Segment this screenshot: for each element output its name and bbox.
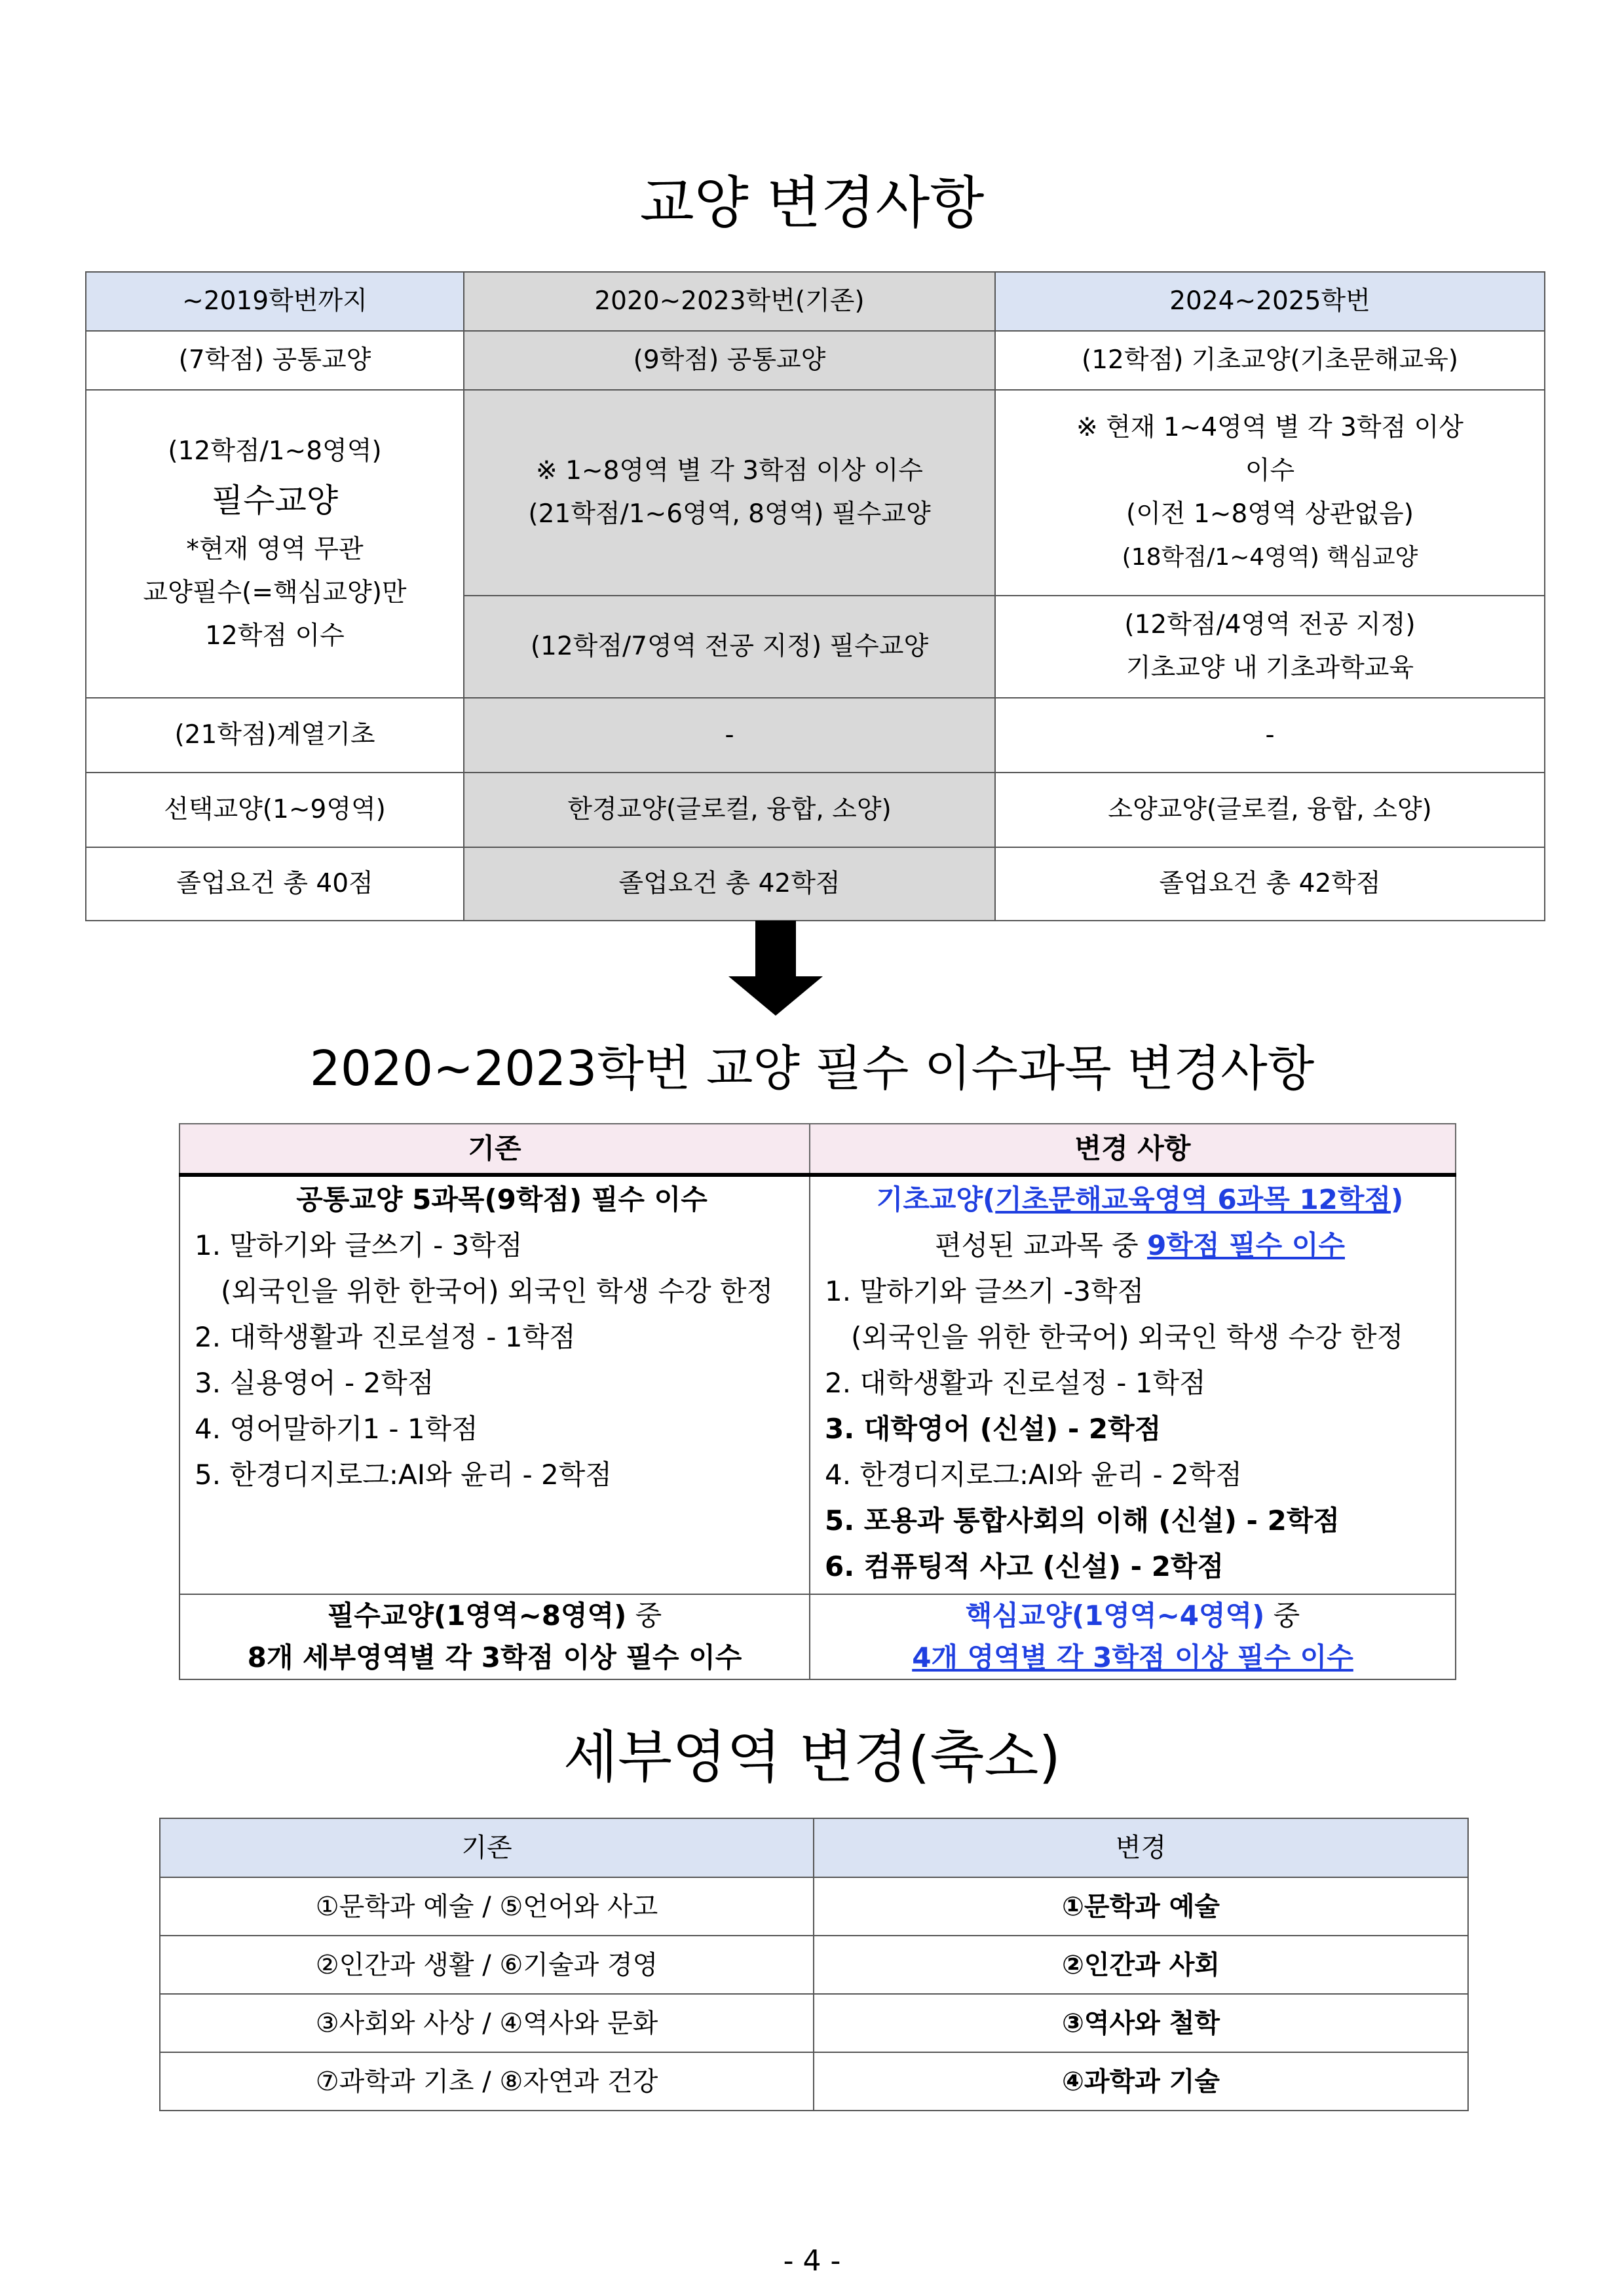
area-changed-2: ②인간과 사회 [814, 1936, 1468, 1994]
header-previous: 기존 [179, 1124, 810, 1175]
common-credits-2019: (7학점) 공통교양 [86, 331, 464, 390]
header-until-2019: ~2019학번까지 [86, 272, 464, 331]
changed-basic-courses: 기초교양(기초문해교육영역 6과목 12학점) 편성된 교과목 중 9학점 필수 이수 1. 말하기와 글쓰기 -3학점 (외국인을 위한 한국어) 외국인 학생 수강 한정 2. 대학생활과 진로설정 - 1학점 3. 대학영어 (신설) - 2학점 4. 한경디지로그:AI와 윤리 - 2학점 5. 포용과 통합사회의 이해 (신설) - 2학점 6. 컴퓨팅적 사고 (신설) - 2학점 [810, 1175, 1456, 1594]
area-changed-3: ③역사와 철학 [814, 1994, 1468, 2052]
basic-science-2024: (12학점/4영역 전공 지정) 기초교양 내 기초과학교육 [995, 596, 1545, 698]
section-title-area-reduction: 세부영역 변경(축소) [563, 1725, 1061, 1790]
down-arrow-head-icon [728, 976, 823, 1016]
header-2024-2025: 2024~2025학번 [995, 272, 1545, 331]
previous-common-courses: 공통교양 5과목(9학점) 필수 이수 1. 말하기와 글쓰기 - 3학점 (외국인을 위한 한국어) 외국인 학생 수강 한정 2. 대학생활과 진로설정 - 1학점 3. 실용영어 - 2학점 4. 영어말하기1 - 1학점 5. 한경디지로그:AI와 윤리 - 2학점 [179, 1175, 810, 1594]
header-changes: 변경 사항 [810, 1124, 1456, 1175]
basic-series-2019: (21학점)계열기초 [86, 698, 464, 773]
basic-series-2024: - [995, 698, 1545, 773]
common-credits-2020: (9학점) 공통교양 [464, 331, 995, 390]
area-changed-1: ①문학과 예술 [814, 1877, 1468, 1936]
basic-credits-2024: (12학점) 기초교양(기초문해교육) [995, 331, 1545, 390]
page-number: - 4 - [783, 2244, 841, 2278]
graduation-2019: 졸업요건 총 40점 [86, 847, 464, 921]
section-title-required-changes: 2020~2023학번 교양 필수 이수과목 변경사항 [309, 1041, 1315, 1097]
area-previous-2: ②인간과 생활 / ⑥기술과 경영 [160, 1936, 814, 1994]
curriculum-comparison-table [85, 271, 1545, 921]
major-required-2020: (12학점/7영역 전공 지정) 필수교양 [464, 596, 995, 698]
core-block-2024: ※ 현재 1~4영역 별 각 3학점 이상 이수 (이전 1~8영역 상관없음) (18학점/1~4영역) 핵심교양 [995, 390, 1545, 596]
previous-required-areas: 필수교양(1영역~8영역) 중 8개 세부영역별 각 3학점 이상 필수 이수 [179, 1594, 810, 1679]
elective-2020: 한경교양(글로컬, 융합, 소양) [464, 773, 995, 847]
header-2020-2023: 2020~2023학번(기존) [464, 272, 995, 331]
area-previous-1: ①문학과 예술 / ⑤언어와 사고 [160, 1877, 814, 1936]
down-arrow-icon [755, 921, 796, 978]
page-title: 교양 변경사항 [639, 170, 985, 236]
area-previous-3: ③사회와 사상 / ④역사와 문화 [160, 1994, 814, 2052]
required-courses-table [179, 1123, 1456, 1680]
header-area-previous: 기존 [160, 1818, 814, 1877]
basic-series-2020: - [464, 698, 995, 773]
graduation-2020: 졸업요건 총 42학점 [464, 847, 995, 921]
changed-core-areas: 핵심교양(1영역~4영역) 중 4개 영역별 각 3학점 이상 필수 이수 [810, 1594, 1456, 1679]
area-previous-4: ⑦과학과 기초 / ⑧자연과 건강 [160, 2052, 814, 2111]
elective-2024: 소양교양(글로컬, 융합, 소양) [995, 773, 1545, 847]
required-block-2019: (12학점/1~8영역) 필수교양 *현재 영역 무관 교양필수(=핵심교양)만 12학점 이수 [86, 390, 464, 698]
area-reduction-table [159, 1818, 1469, 2111]
required-block-2020: ※ 1~8영역 별 각 3학점 이상 이수 (21학점/1~6영역, 8영역) 필수교양 [464, 390, 995, 596]
graduation-2024: 졸업요건 총 42학점 [995, 847, 1545, 921]
area-changed-4: ④과학과 기술 [814, 2052, 1468, 2111]
header-area-changed: 변경 [814, 1818, 1468, 1877]
elective-2019: 선택교양(1~9영역) [86, 773, 464, 847]
